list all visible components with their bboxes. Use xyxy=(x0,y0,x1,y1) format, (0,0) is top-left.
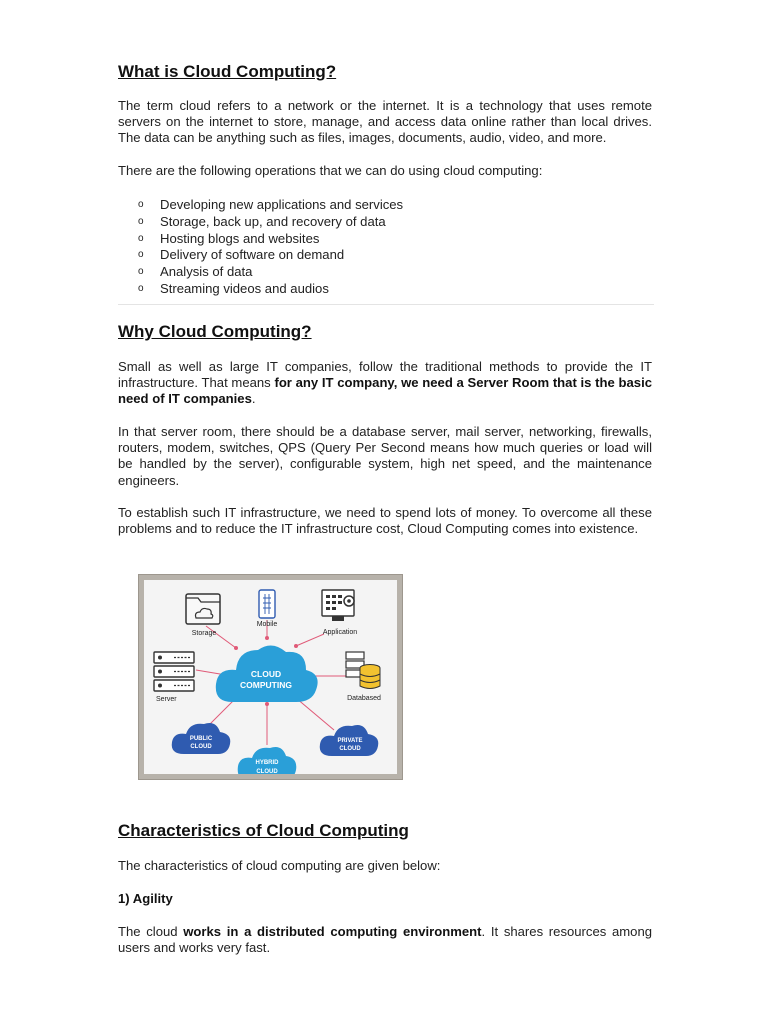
databased-label: Databased xyxy=(347,695,381,702)
list-item: o Developing new applications and services xyxy=(138,197,404,212)
bold-server-room: for any IT company, we need a Server Room that is the basic need of IT companies xyxy=(118,375,652,407)
bullet-icon: o xyxy=(138,249,144,261)
bullet-icon: o xyxy=(138,215,144,227)
center-cloud-label-1: CLOUD xyxy=(250,669,282,679)
private-cloud-label-2: CLOUD xyxy=(339,746,361,752)
database-icon xyxy=(346,652,380,689)
mobile-icon xyxy=(259,590,275,618)
para-characteristics-intro: The characteristics of cloud computing are given below: xyxy=(118,858,441,873)
para-traditional-methods: Small as well as large IT companies, follow the traditional methods to provide the IT infrastructure. That means for any IT company, we need a Server Room that is the basic need of IT companies. xyxy=(118,359,652,407)
mobile-label: Mobile xyxy=(256,621,278,628)
heading-characteristics: Characteristics of Cloud Computing xyxy=(118,821,409,840)
application-label: Application xyxy=(322,629,358,636)
para-infrastructure-cost: To establish such IT infrastructure, we need to spend lots of money. To overcome all these problems and to reduce the IT infrastructure cost, Cloud Computing comes into existence. xyxy=(118,505,652,537)
list-item: o Storage, back up, and recovery of data xyxy=(138,213,386,229)
storage-label: Storage xyxy=(191,630,217,637)
hybrid-cloud-label-1: HYBRID xyxy=(255,760,279,766)
heading-why-cloud: Why Cloud Computing? xyxy=(118,322,312,341)
para-agility: The cloud works in a distributed computing environment. It shares resources among users and works very fast. xyxy=(118,924,653,956)
subheading-agility: 1) Agility xyxy=(118,891,173,906)
server-icon xyxy=(154,652,194,691)
hybrid-cloud-label-2: CLOUD xyxy=(256,769,278,774)
storage-icon xyxy=(186,594,220,624)
bullet-icon: o xyxy=(138,199,144,210)
private-cloud-label-1: PRIVATE xyxy=(337,738,363,744)
list-item: o Hosting blogs and websites xyxy=(138,230,320,246)
bullet-icon: o xyxy=(138,266,144,278)
section-divider xyxy=(118,304,654,305)
para-operations-intro: There are the following operations that we can do using cloud computing: xyxy=(118,163,543,178)
operations-list xyxy=(138,197,403,298)
para-definition: The term cloud refers to a network or the internet. It is a technology that uses remote servers on the internet to store, manage, and access data online rather than local drives. The data can be anything such as files, images, documents, audio, video, and more. xyxy=(118,98,652,146)
list-item: o Delivery of software on demand xyxy=(138,247,345,263)
public-cloud-label-1: PUBLIC xyxy=(189,736,213,742)
para-server-room: In that server room, there should be a database server, mail server, networking, firewalls, routers, modem, switches, QPS (Query Per Second means how much queries or load will be handled by the server), configurable system, high net speed, and the maintenance engineers. xyxy=(118,424,652,488)
bullet-icon: o xyxy=(138,282,144,294)
application-icon xyxy=(322,590,354,621)
server-label: Server xyxy=(156,696,177,703)
cloud-computing-diagram xyxy=(138,574,403,780)
list-item: o Analysis of data xyxy=(138,264,253,280)
bold-distributed-env: works in a distributed computing environment xyxy=(183,924,482,939)
heading-what-is-cloud: What is Cloud Computing? xyxy=(118,62,337,81)
bullet-icon: o xyxy=(138,232,144,244)
list-item: o Streaming videos and audios xyxy=(138,280,329,296)
public-cloud-label-2: CLOUD xyxy=(190,744,212,750)
center-cloud-label-2: COMPUTING xyxy=(240,680,292,690)
